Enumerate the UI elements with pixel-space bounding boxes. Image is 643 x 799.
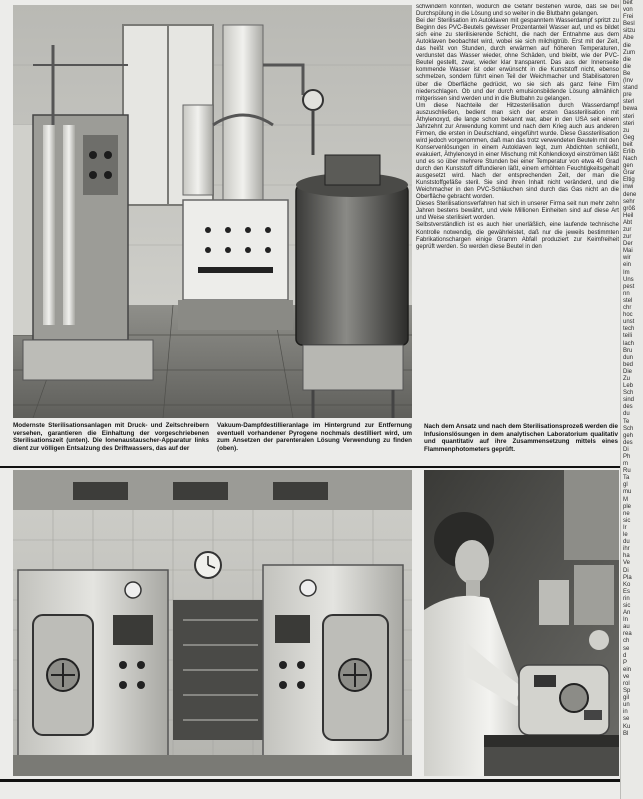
article-text-column [416,4,619,466]
adjacent-column-line: dun [623,354,634,361]
adjacent-column-line: au [623,624,630,631]
adjacent-column-line: chr [623,305,632,312]
adjacent-column-line: Ta [623,475,630,482]
adjacent-column-line: tech [623,326,635,333]
adjacent-column-line: Besl [623,21,635,28]
adjacent-column-line: sitzu [623,28,636,35]
adjacent-column-line: sic [623,517,631,524]
adjacent-column-line: Ku [623,723,631,730]
adjacent-column-line: ein [623,666,632,673]
column-divider [0,466,620,468]
article-paragraph: Um diese Nachteile der Hitzesterilisation durch Wasserdampf auszuschließen, bedient man sich der ersten Gassterilisation mit Äthylenoxyd, die lange schon bekannt war, aber in den USA seit einem Jahrzehnt zur Anwendung kommt und nach dem Krieg auch aus anderen Firmen, die ersten in Deutschland, eingeführt wurde. Diese Gassterilisation wird jedoch vorgenommen, daß man das trotz verwendeten Beuteln mit den Konservenlösungen in einem Autoklaven legt, zum Abdichten schließt, evakuiert, Äthylenoxyd in einer Mischung mit Kohlendioxyd einströmen läßt und es so über mehrere Stunden bei einer Temperatur von etwa 40 Grad durch den Kunststoff diffundieren läßt, einem erhöhten Feuchtigkeitsgehalt ausgesetzt wird. Nach der entsprechenden Zeit, der man die Kunststoffgefäße steril. Sie sind ihren Inhalt nicht veränderd, und die Weichmacher in den PVC-Schläuchen sind durch das Gas nicht an die Oberfläche gebracht worden. [416,102,619,201]
adjacent-column-line: Zum [623,49,635,56]
adjacent-column-line: Grar [623,170,635,177]
adjacent-column-line: beit [623,0,633,6]
adjacent-column-line: le [623,532,628,539]
adjacent-column-line: zu [623,127,630,134]
adjacent-column-line: (Inv [623,78,634,85]
adjacent-column-line: beit [623,141,633,148]
bottom-divider [0,779,643,782]
adjacent-column-line: Be [623,70,631,77]
adjacent-column-line: ne [623,510,630,517]
caption-right: Nach dem Ansatz und nach dem Sterilisationsprozeß werden die Infusionslösungen in dem analytischen Laboratorium qualitativ und quantitativ auf ihre Zusammensetzung mittels eines Flammenphotometers geprüft. [424,423,618,453]
adjacent-column-line: Eltig [623,177,635,184]
adjacent-column-line: m [623,461,628,468]
adjacent-column-line: rin [623,595,630,602]
adjacent-column-line: Sch [623,425,634,432]
article-paragraph: Bei der Sterilisation im Autoklaven mit gespanntem Wasserdampf spritzt zu Beginn des PVC-Beutels gewisser Prozentanteil Wasser auf, und es bildet sich eine zu sterilisierende Schicht, die nach der Entnahme aus dem Autoklaven beobachtet wird, wobei sie sich milchigtrüb. Erst mit der Zeit, das heißt von Stunden, durch erwärmen auf höheren Temperaturen, verdunstet das Wasser wieder, ohne Schäden, und bleibt, wie der PVC-Beutel gestellt, zwar, wieder klar transparent. Das aus der Innenseite kommende Wasser ist oder erwünscht in die Kunststoff nicht, ebenso schmelzen, sondern führt einen Teil der Weichmacher und Stabilisatoren über die Oberfläche gedrückt, wo sie sich als ganz feine Film niederschlagen. Ob und der durch emulsionsbildende Lösung allmählich mitgerissen sind werden und in die Blutbahn zu gelangen. [416,18,619,102]
adjacent-column-line: sic [623,602,631,609]
adjacent-column-cutoff [620,0,643,799]
adjacent-column-line: d [623,652,627,659]
adjacent-column-line: Di [623,567,629,574]
adjacent-column-line: sterl [623,99,635,106]
adjacent-column-line: steri [623,113,635,120]
adjacent-column-line: Sp [623,688,631,695]
adjacent-column-line: Abt [623,219,633,226]
adjacent-column-line: Ru [623,468,631,475]
adjacent-column-line: rea [623,631,632,638]
adjacent-column-line: die [623,42,632,49]
adjacent-column-line: mu [623,489,632,496]
adjacent-column-line: Es [623,588,631,595]
adjacent-column-line: geh [623,432,634,439]
adjacent-column-line: Uns [623,276,634,283]
adjacent-column-line: Frei [623,14,634,21]
adjacent-column-line: un [623,702,630,709]
adjacent-column-line: pre [623,92,632,99]
adjacent-column-line: teili [623,333,633,340]
adjacent-column-line: dene [623,191,637,198]
adjacent-column-line: wir [623,255,631,262]
adjacent-column-line: stel [623,297,633,304]
adjacent-column-line: rol [623,681,630,687]
photo-sterilization-autoclaves [13,470,412,776]
adjacent-column-line: die [623,56,632,63]
adjacent-column-line: sehr [623,198,635,205]
adjacent-column-line: ple [623,503,632,510]
adjacent-column-line: stand [623,85,638,92]
adjacent-column-line: inwi [623,184,634,191]
adjacent-column-line: unst [623,319,635,326]
adjacent-column-line: Erlib [623,148,636,155]
adjacent-column-line: nn [623,290,630,297]
adjacent-column-line: M [623,496,628,503]
adjacent-column-line: die [623,63,632,70]
adjacent-column-line: An [623,610,631,617]
adjacent-column-line: Ko [623,581,631,588]
adjacent-column-line: Pla [623,574,632,581]
adjacent-column-line: ihr [623,546,630,553]
adjacent-column-line: bed [623,361,634,368]
adjacent-column-line: Die [623,368,633,375]
photo-laboratory-flame-photometer [424,470,619,776]
adjacent-column-line: in [623,709,628,716]
adjacent-column-line: gil [623,695,630,702]
adjacent-column-line: ein [623,262,632,269]
adjacent-column-line: Nach [623,156,638,163]
adjacent-column-line: Heil [623,212,634,219]
adjacent-column-line: Im [623,269,630,276]
adjacent-column-line: ve [623,673,630,680]
photo-sterilization-room [13,5,412,418]
article-paragraph: schwindern könnten, wodurch die Gefahr bestehen würde, daß sie bei Durchspülung in die Lösung und so weiter in die Blutbahn gelangen. [416,4,619,18]
adjacent-column-line: Te [623,418,630,425]
adjacent-column-line: Geg [623,134,635,141]
adjacent-column-line: pest [623,283,635,290]
adjacent-column-line: sind [623,397,635,404]
adjacent-column-line: größ [623,205,636,212]
adjacent-column-line: Zu [623,375,631,382]
caption-top-left: Modernste Sterilisationsanlagen mit Druck- und Zeitschreibern versehen, garantieren die Einhaltung der vorgeschriebenen Sterilisationszeit (unten). Die Ionenaustauscher-Apparatur links dient zur völligen Entsalzung des Driftwassers, das auf der [13,422,209,452]
article-paragraph: Dieses Sterilisationsverfahren hat sich in unserer Firma seit nun mehr zehn Jahren bestens bewährt, und viele Millionen Einheiten sind auf diese Art und Weise sterilisiert worden. [416,201,619,222]
adjacent-column-line: von [623,7,633,14]
adjacent-column-line: Der [623,241,633,248]
adjacent-column-line: Ve [623,560,631,567]
adjacent-column-line: ch [623,638,630,645]
adjacent-column-line: hoc [623,312,633,319]
adjacent-column-line: steri [623,120,635,127]
adjacent-column-line: se [623,716,630,723]
adjacent-column-line: Ph [623,454,631,460]
adjacent-column-line: Mai [623,248,633,255]
adjacent-column-line: gl [623,482,628,489]
adjacent-column-line: zur [623,234,632,241]
caption-top-middle: Vakuum-Dampfdestillieranlage im Hintergrund zur Entfernung eventuell vorhandener Pyrogene nochmals destilliert wird, um zum Ansetzen der parenteralen Lösung Verwendung zu finden (oben). [217,422,412,452]
adjacent-column-line: ha [623,553,630,560]
adjacent-column-line: Abe [623,35,634,42]
adjacent-column-line: zur [623,227,632,233]
adjacent-column-line: In [623,617,629,624]
adjacent-column-line: bewa [623,106,638,113]
adjacent-column-line: Leb [623,383,634,390]
adjacent-column-line: des [623,404,633,411]
adjacent-column-line: P [623,659,628,666]
adjacent-column-line: Di [623,446,629,453]
adjacent-column-line: Ir [623,524,627,531]
adjacent-column-line: Bru [623,347,633,354]
adjacent-column-line: Bl [623,730,629,737]
adjacent-column-line: du [623,411,630,418]
adjacent-column-line: des [623,439,633,446]
adjacent-column-line: gen [623,163,634,170]
adjacent-column-line: Sch [623,390,634,397]
article-paragraph: Selbstverständlich ist es auch hier unerläßlich, eine laufende technische Kontrolle notwendig, die gewährleistet, daß nur die jeweils bestimmten Fabrikationschargen einige Gramm Abfall produziert zur Keimfreiheit geprüft werden. So werden diese Beutel in den [416,222,619,250]
adjacent-column-line: du [623,539,630,546]
adjacent-column-line: se [623,645,630,652]
adjacent-column-line: lach [623,340,635,347]
